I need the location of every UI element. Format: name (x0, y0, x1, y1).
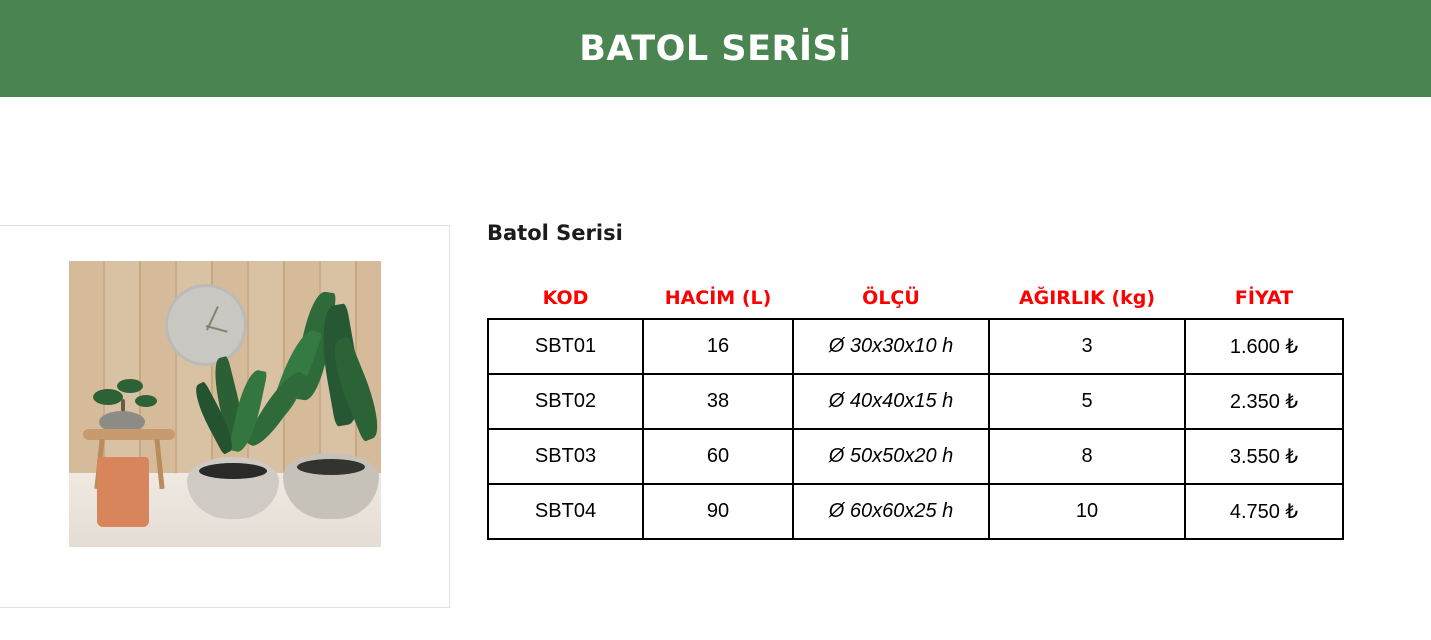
cell-hacim: 90 (643, 484, 793, 539)
cell-hacim: 38 (643, 374, 793, 429)
cell-hacim: 60 (643, 429, 793, 484)
table-row (488, 484, 1343, 539)
column-header-kod: KOD (488, 287, 643, 319)
product-photo (69, 261, 381, 547)
cell-olcu: Ø 30x30x10 h (793, 319, 989, 374)
column-header-agirlik: AĞIRLIK (kg) (989, 287, 1185, 319)
cell-agirlik: 3 (989, 319, 1185, 374)
cell-agirlik: 10 (989, 484, 1185, 539)
wooden-stool-top (83, 429, 175, 440)
cell-fiyat: 1.600 ₺ (1185, 319, 1343, 374)
cell-fiyat: 3.550 ₺ (1185, 429, 1343, 484)
page-content (0, 97, 1431, 640)
cell-olcu: Ø 60x60x25 h (793, 484, 989, 539)
table-row (488, 429, 1343, 484)
terracotta-pot (97, 457, 149, 527)
cell-fiyat: 4.750 ₺ (1185, 484, 1343, 539)
product-name: Batol Serisi (487, 221, 623, 245)
price-table-body (488, 319, 1343, 539)
bonsai-foliage (93, 389, 123, 405)
cell-hacim: 16 (643, 319, 793, 374)
table-header-row (488, 287, 1343, 319)
page-title: BATOL SERİSİ (579, 28, 852, 69)
product-details-panel (487, 97, 1344, 545)
cell-kod: SBT03 (488, 429, 643, 484)
cell-agirlik: 8 (989, 429, 1185, 484)
bonsai-foliage (117, 379, 143, 393)
page-header-banner (0, 0, 1431, 97)
table-row (488, 374, 1343, 429)
wall-clock-icon (165, 284, 247, 366)
price-table (487, 287, 1344, 540)
cell-kod: SBT04 (488, 484, 643, 539)
table-row (488, 319, 1343, 374)
column-header-olcu: ÖLÇÜ (793, 287, 989, 319)
cell-kod: SBT01 (488, 319, 643, 374)
cell-agirlik: 5 (989, 374, 1185, 429)
product-image-card (0, 225, 450, 608)
column-header-fiyat: FİYAT (1185, 287, 1343, 319)
price-table-wrapper (487, 245, 1344, 540)
cell-kod: SBT02 (488, 374, 643, 429)
cell-fiyat: 2.350 ₺ (1185, 374, 1343, 429)
column-header-hacim: HACİM (L) (643, 287, 793, 319)
cell-olcu: Ø 50x50x20 h (793, 429, 989, 484)
bonsai-foliage (135, 395, 157, 407)
cell-olcu: Ø 40x40x15 h (793, 374, 989, 429)
price-table-head (488, 287, 1343, 319)
